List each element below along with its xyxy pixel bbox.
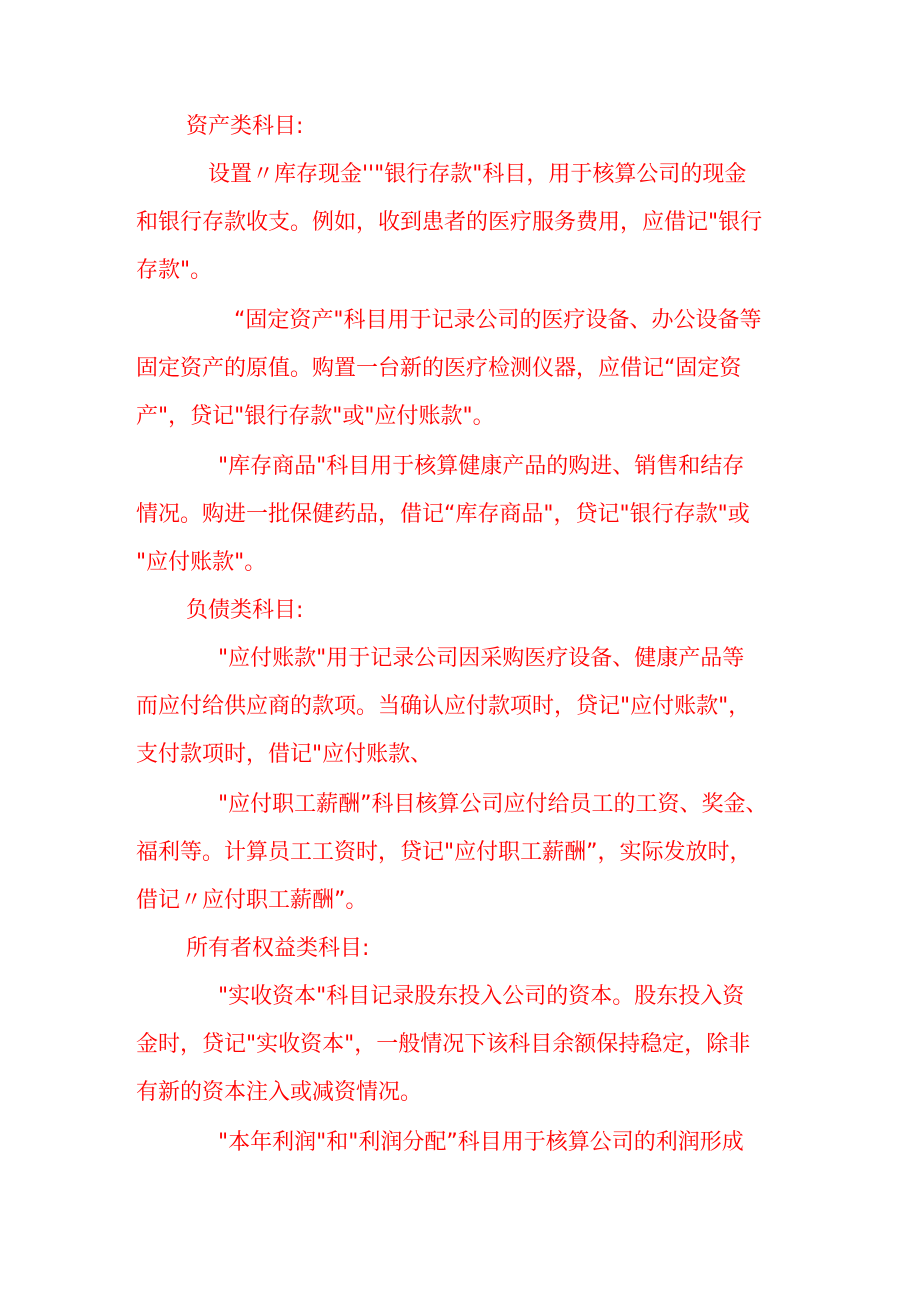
paragraph-line: 存款"。 (136, 258, 213, 283)
paragraph-line: 设置〃库存现金''"银行存款"科目，用于核算公司的现金 (208, 162, 747, 187)
paragraph-line: 支付款项时，借记"应付账款、 (136, 742, 433, 767)
paragraph-line: "应付账款"。 (136, 550, 267, 575)
paragraph-line: 产"，贷记"银行存款"或"应付账款"。 (136, 404, 495, 429)
paragraph-line: "实收资本"科目记录股东投入公司的资本。股东投入资 (218, 984, 745, 1009)
section-heading-assets: 资产类科目: (186, 114, 304, 139)
paragraph-line: "应付账款"用于记录公司因采购医疗设备、健康产品等 (218, 646, 745, 671)
paragraph-line: “固定资产"科目用于记录公司的医疗设备、办公设备等 (234, 308, 762, 333)
paragraph-line: 有新的资本注入或减资情况。 (136, 1080, 423, 1105)
paragraph-line: 借记〃应付职工薪酬”。 (136, 888, 368, 913)
paragraph-line: "库存商品"科目用于核算健康产品的购进、销售和结存 (218, 454, 745, 479)
section-heading-equity: 所有者权益类科目: (186, 936, 370, 961)
paragraph-line: 福利等。计算员工工资时，贷记"应付职工薪酬”，实际发放时， (136, 840, 752, 865)
section-heading-liabilities: 负债类科目: (186, 598, 304, 623)
paragraph-line: 情况。购进一批保健药品，借记“库存商品"，贷记"银行存款"或 (136, 502, 750, 527)
paragraph-line: 而应付给供应商的款项。当确认应付款项时，贷记"应付账款"， (136, 694, 751, 719)
paragraph-line: "本年利润"和"利润分配”科目用于核算公司的利润形成 (218, 1130, 744, 1155)
paragraph-line: "应付职工薪酬”科目核算公司应付给员工的工资、奖金、 (218, 792, 768, 817)
paragraph-line: 金时，贷记"实收资本"，一般情况下该科目余额保持稳定，除非 (136, 1032, 751, 1057)
paragraph-line: 固定资产的原值。购置一台新的医疗检测仪器，应借记“固定资 (136, 356, 742, 381)
paragraph-line: 和银行存款收支。例如，收到患者的医疗服务费用，应借记"银行 (136, 210, 763, 235)
